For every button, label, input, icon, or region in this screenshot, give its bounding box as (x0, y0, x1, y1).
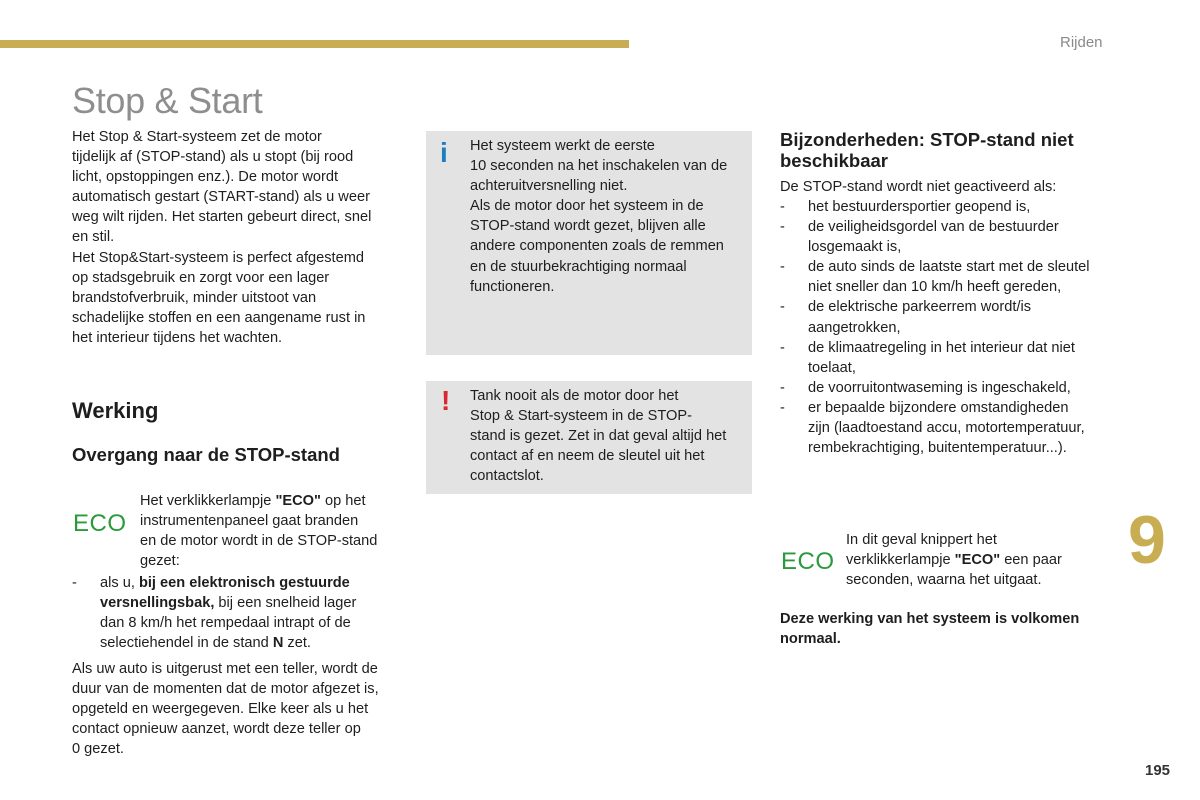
list-item-text: de voorruitontwaseming is ingeschakeld, (808, 379, 1071, 396)
info-box-text: Het systeem werkt de eerste 10 seconden na het inschakelen van de achteruitversnelling niet. Als de motor door het systeem in de STOP-stand wordt gezet, blijven alle andere componenten zoals de remmen en de stuurbekrachtiging normaal functioneren. (470, 138, 728, 295)
list-dash: - (780, 339, 785, 356)
list-dash: - (780, 299, 785, 316)
eco-indicator-icon: ECO (73, 510, 127, 537)
normal-operation-note: Deze werking van het systeem is volkomen normaal. (780, 611, 1080, 648)
chapter-number: 9 (1128, 502, 1166, 578)
warning-icon: ! (441, 385, 451, 416)
eco-text-part: een paar seconden, waarna het uitgaat. (846, 552, 1062, 589)
list-item (780, 338, 1120, 378)
list-text-bold: bij een elektronisch gestuurde versnellingsbak, (100, 575, 350, 612)
list-item-text: er bepaalde bijzondere omstandigheden zijn (laadtoestand accu, motortemperatuur, rembekrachtiging, buitentemperatuur...). (808, 399, 1085, 457)
bijzonderheden-intro: De STOP-stand wordt niet geactiveerd als: (780, 179, 1057, 195)
list-dash: - (780, 399, 785, 416)
not-available-list (780, 197, 1120, 458)
header-accent-bar (0, 40, 629, 48)
page-title: Stop & Start (72, 80, 263, 121)
list-item-text: de auto sinds de laatste start met de sleutel niet sneller dan 10 km/h heeft gereden, (808, 259, 1090, 296)
list-dash: - (780, 219, 785, 236)
eco-blink-description (846, 530, 1116, 590)
list-dash: - (72, 575, 77, 591)
counter-paragraph: Als uw auto is uitgerust met een teller, wordt de duur van de momenten dat de motor afgezet is, opgeteld en weergegeven. Elke keer als u het contact opnieuw aanzet, wordt deze teller op 0 gezet. (72, 661, 379, 758)
list-item (780, 398, 1120, 458)
list-item (780, 257, 1120, 297)
warning-box-text: Tank nooit als de motor door het Stop & Start-systeem in de STOP- stand is gezet. Zet in dat geval altijd het contact af en neem de sleutel uit het contactslot. (470, 388, 727, 485)
eco-text-part: In dit geval knippert het verklikkerlampje (846, 532, 997, 569)
list-item (780, 217, 1120, 257)
info-icon: i (440, 137, 448, 168)
werking-heading: Werking (72, 398, 159, 423)
list-item-text: de klimaatregeling in het interieur dat niet toelaat, (808, 339, 1075, 376)
list-text: als u, (100, 575, 139, 591)
info-box (426, 131, 752, 355)
warning-box (426, 381, 752, 494)
eco-indicator-icon: ECO (781, 548, 835, 575)
list-dash: - (780, 199, 785, 215)
list-item (780, 297, 1120, 337)
list-item (100, 573, 400, 653)
section-label: Rijden (1060, 34, 1103, 51)
list-dash: - (780, 259, 785, 276)
list-item-text: het bestuurdersportier geopend is, (808, 199, 1031, 215)
eco-indicator-description (140, 491, 400, 571)
list-text-bold: N (272, 635, 284, 652)
list-item-text: de veiligheidsgordel van de bestuurder losgemaakt is, (808, 219, 1059, 256)
list-text: zet. (283, 635, 311, 652)
intro-paragraph: Het Stop & Start-systeem zet de motor tijdelijk af (STOP-stand) als u stopt (bij rood licht, opstoppingen enz.). De motor wordt automatisch gestart (START-stand) als u weer weg wilt rijden. Het starten gebeurt direct, snel en stil. Het Stop&Start-systeem is perfect afgestemd op stadsgebruik en zorgt voor een lager brandstofverbruik, minder uitstoot van schadelijke stoffen en een aangename rust in het interieur tijdens het wachten. (72, 129, 372, 346)
list-text: bij een snelheid lager dan 8 km/h het rempedaal intrapt of de selectiehendel in de stand (100, 595, 357, 652)
eco-text-part: Het verklikkerlampje (140, 493, 276, 509)
bijzonderheden-heading: Bijzonderheden: STOP-stand niet beschikbaar (780, 129, 1074, 171)
list-dash: - (780, 379, 785, 396)
eco-text-bold: "ECO" (954, 552, 1001, 569)
list-item (780, 378, 1120, 398)
eco-text-bold: "ECO" (275, 493, 321, 509)
page-number: 195 (1145, 762, 1171, 779)
eco-text-part: op het instrumentenpaneel gaat branden en de motor wordt in de STOP-stand gezet: (140, 493, 378, 570)
list-item (780, 197, 1120, 217)
list-item-text: de elektrische parkeerrem wordt/is aangetrokken, (808, 299, 1032, 336)
stop-stand-subheading: Overgang naar de STOP-stand (72, 444, 340, 465)
